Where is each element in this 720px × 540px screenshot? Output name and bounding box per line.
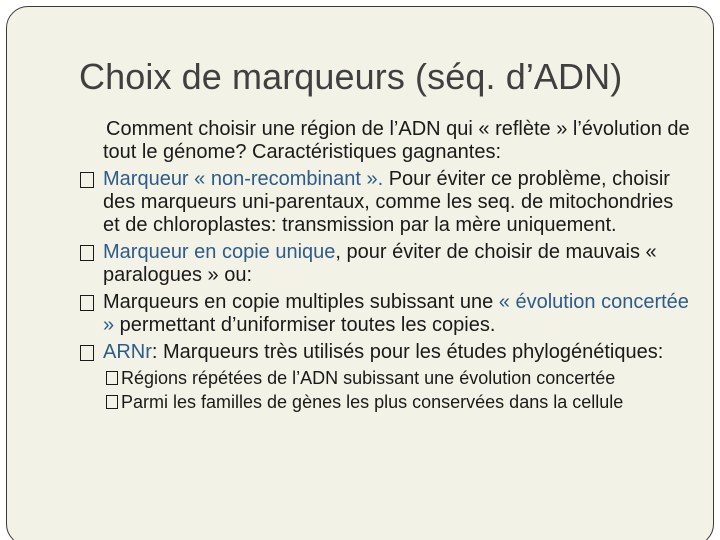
bullet-accent-text: Marqueur en copie unique bbox=[103, 241, 336, 263]
bullet-text: Pour éviter ce problème, choisir des marqueurs uni-parentaux, comme les seq. de mitochondries et de chloroplastes: transmission par la mère uniquement. bbox=[103, 168, 674, 236]
slide-title: Choix de marqueurs (séq. d’ADN) bbox=[79, 56, 623, 97]
bullet-accent-text: Marqueur « non-recombinant ». bbox=[103, 168, 384, 190]
intro-text: Comment choisir une région de l’ADN qui « reflète » l’évolution de tout le génome? Caractéristiques gagnantes: bbox=[103, 118, 690, 163]
bullet-pre-text: Marqueurs en copie multiples subissant une bbox=[103, 291, 499, 313]
sub-bullet-item-familles bbox=[80, 392, 690, 413]
sub-bullet-item-regions bbox=[80, 368, 690, 389]
square-bullet-icon bbox=[106, 395, 118, 409]
sub-bullet-text: Parmi les familles de gènes les plus conservées dans la cellule bbox=[121, 392, 624, 412]
square-bullet-icon bbox=[80, 172, 94, 188]
bullet-item-non-recombinant bbox=[80, 168, 690, 237]
square-bullet-icon bbox=[80, 245, 94, 261]
bullet-text: , pour éviter de choisir de mauvais « paralogues » ou: bbox=[103, 241, 657, 286]
bullet-item-copie-unique bbox=[80, 241, 690, 287]
bullet-text: : Marqueurs très utilisés pour les études phylogénétiques: bbox=[151, 341, 664, 363]
bullet-text: permettant d’uniformiser toutes les copies. bbox=[114, 314, 496, 336]
bullet-item-copie-multiples bbox=[80, 291, 690, 337]
square-bullet-icon bbox=[80, 295, 94, 311]
bullet-item-arnr bbox=[80, 341, 690, 364]
slide-body bbox=[80, 118, 690, 416]
bullet-accent-text: « évolution concertée » bbox=[103, 291, 689, 336]
square-bullet-icon bbox=[80, 345, 94, 361]
square-bullet-icon bbox=[106, 371, 118, 385]
bullet-accent-text: ARNr bbox=[103, 341, 152, 363]
sub-bullet-text: Régions répétées de l’ADN subissant une évolution concertée bbox=[121, 368, 616, 388]
intro-paragraph bbox=[80, 118, 690, 164]
